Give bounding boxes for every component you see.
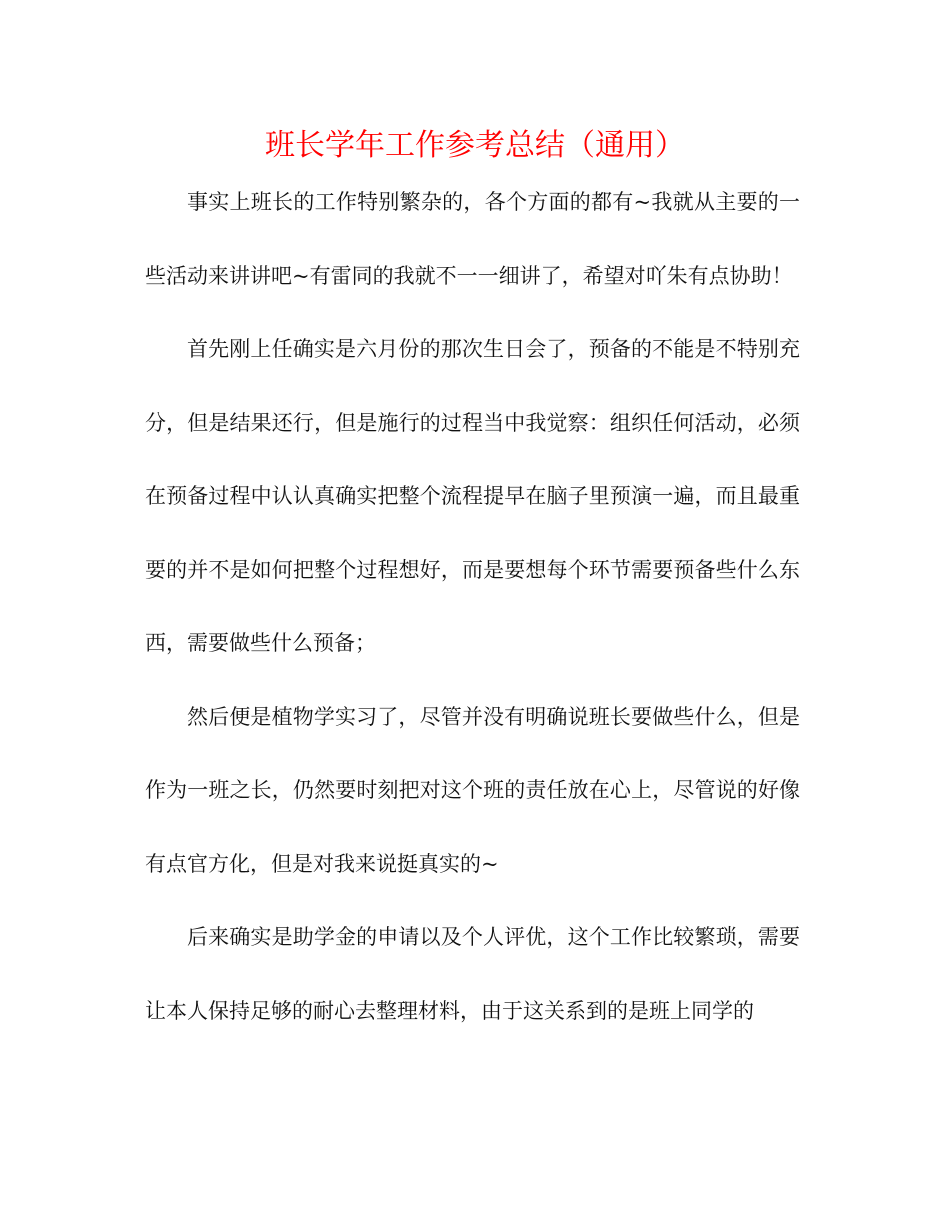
paragraph: 后来确实是助学金的申请以及个人评优，这个工作比较繁琐，需要让本人保持足够的耐心去整理材料，由于这关系到的是班上同学的: [145, 925, 800, 1023]
document-title: 班长学年工作参考总结（通用）: [265, 128, 685, 163]
document-body: [145, 166, 800, 1048]
paragraph: 然后便是植物学实习了，尽管并没有明确说班长要做些什么，但是作为一班之长，仍然要时刻把对这个班的责任放在心上，尽管说的好像有点官方化，但是对我来说挺真实的~: [145, 704, 800, 876]
paragraph: 首先刚上任确实是六月份的那次生日会了，预备的不能是不特别充分，但是结果还行，但是施行的过程当中我觉察：组织任何活动，必须在预备过程中认认真确实把整个流程提早在脑子里预演一遍，而且最重要的并不是如何把整个过程想好，而是要想每个环节需要预备些什么东西，需要做些什么预备；: [145, 337, 800, 655]
paragraph: 事实上班长的工作特别繁杂的，各个方面的都有~我就从主要的一些活动来讲讲吧~有雷同的我就不一一细讲了，希望对吖朱有点协助！: [145, 190, 800, 288]
